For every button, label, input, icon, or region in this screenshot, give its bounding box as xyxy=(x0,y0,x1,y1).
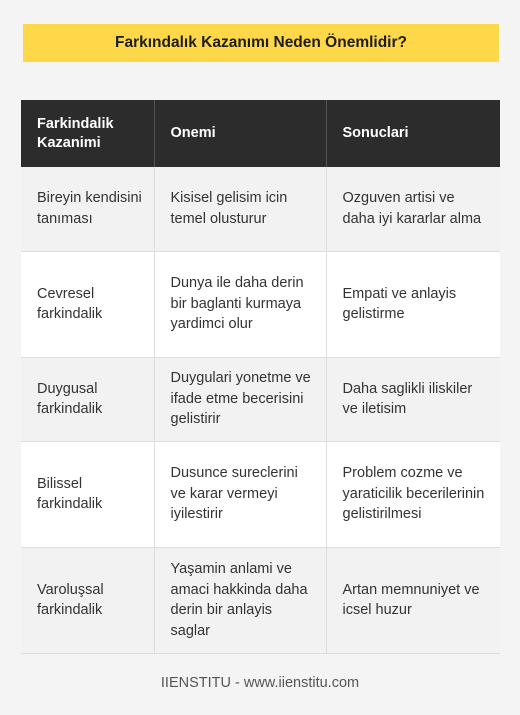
table-cell: Dusunce sureclerini ve karar vermeyi iyilestirir xyxy=(154,441,326,547)
table-cell: Problem cozme ve yaraticilik becerilerinin gelistirilmesi xyxy=(326,441,500,547)
table-cell: Bireyin kendisini tanıması xyxy=(21,167,154,251)
table-cell: Artan memnuniyet ve icsel huzur xyxy=(326,547,500,653)
page-title: Farkındalık Kazanımı Neden Önemlidir? xyxy=(23,24,499,62)
footer-credit: IIENSTITU - www.iienstitu.com xyxy=(160,675,360,691)
table-cell: Bilissel farkindalik xyxy=(21,441,154,547)
table-cell: Daha saglikli iliskiler ve iletisim xyxy=(326,357,500,441)
column-header: Onemi xyxy=(154,100,326,167)
table-cell: Empati ve anlayis gelistirme xyxy=(326,251,500,357)
table-cell: Cevresel farkindalik xyxy=(21,251,154,357)
table-cell: Dunya ile daha derin bir baglanti kurmaya yardimci olur xyxy=(154,251,326,357)
column-header: Farkindalik Kazanimi xyxy=(21,100,154,167)
table-cell: Duygulari yonetme ve ifade etme becerisini gelistirir xyxy=(154,357,326,441)
table-cell: Duygusal farkindalik xyxy=(21,357,154,441)
table-header-row xyxy=(21,100,500,167)
table-cell: Yaşamin anlami ve amaci hakkinda daha derin bir anlayis saglar xyxy=(154,547,326,653)
table-row xyxy=(21,167,500,251)
table-row xyxy=(21,441,500,547)
table-cell: Ozguven artisi ve daha iyi kararlar alma xyxy=(326,167,500,251)
table-row xyxy=(21,251,500,357)
table-cell: Kisisel gelisim icin temel olusturur xyxy=(154,167,326,251)
column-header: Sonuclari xyxy=(326,100,500,167)
table-row xyxy=(21,547,500,653)
awareness-table xyxy=(21,100,500,654)
table-row xyxy=(21,357,500,441)
table-cell: Varoluşsal farkindalik xyxy=(21,547,154,653)
